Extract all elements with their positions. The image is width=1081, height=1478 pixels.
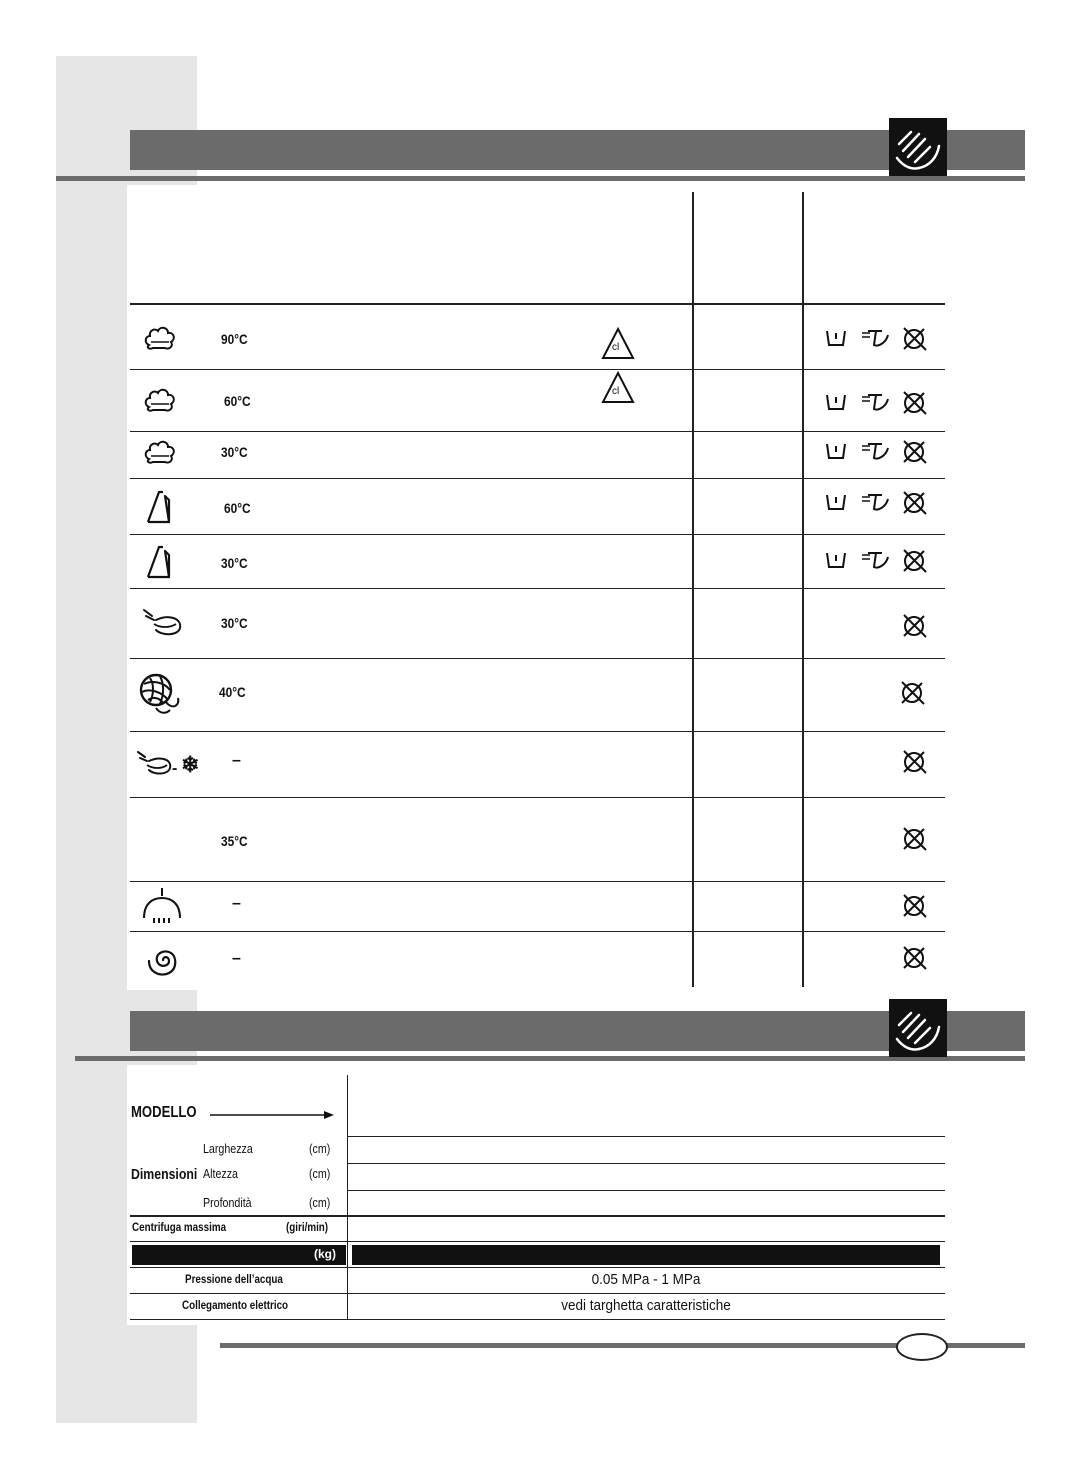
temperature-label: 30°C [221,615,248,631]
hand-icon [889,999,947,1057]
temperature-label: 30°C [221,444,248,460]
specs-line [348,1190,945,1191]
max-spin-label: Centrifuga massima [132,1220,227,1234]
height-label: Altezza [203,1166,238,1181]
temperature-label: 90°C [221,331,248,347]
electrical-label: Collegamento elettrico [182,1298,289,1312]
no-spin-icon [902,612,928,640]
table-header-line [130,303,945,305]
no-spin-icon [904,328,926,350]
specs-line [130,1293,945,1294]
water-pressure-label: Pressione dell’acqua [185,1272,283,1286]
rinse-icon [140,886,184,926]
bleach-icon [601,327,635,361]
row-line [130,931,945,932]
cotton-icon [143,385,177,415]
option-icons-row-2 [824,389,934,417]
row-line [130,369,945,370]
temperature-label: 40°C [219,684,246,700]
specs-line [348,1163,945,1164]
bleach-label: cl [612,386,620,397]
option-icons-row-3 [824,438,934,466]
water-pressure-value: 0.05 MPa - 1 MPa [591,1271,701,1288]
column-divider-1 [692,192,694,987]
prewash-icon [827,331,845,345]
wool-icon [136,670,184,718]
temperature-label: – [232,950,241,967]
bleach-icon [601,371,635,405]
specs-line [130,1319,945,1320]
dimensions-label: Dimensioni [131,1166,198,1183]
snowflake-icon: ❄ [181,752,200,777]
temperature-label: 30°C [221,555,248,571]
arrow-right-icon [208,1109,336,1121]
specs-line [130,1241,945,1242]
width-label: Larghezza [203,1141,253,1156]
synthetic-icon [145,488,177,526]
row-line [130,534,945,535]
max-spin-unit: (giri/min) [286,1220,329,1234]
specs-line [130,1267,945,1268]
row-line [130,881,945,882]
hand-icon [889,118,947,176]
temperature-label: 35°C [221,833,248,849]
specs-line [130,1215,945,1217]
row-line [130,431,945,432]
no-spin-icon [902,748,928,776]
section-underline [56,176,1025,181]
width-unit: (cm) [309,1141,331,1156]
model-label: MODELLO [131,1104,197,1121]
bleach-label: cl [612,342,620,353]
cold-separator: - [172,760,178,777]
option-icons-row-5 [824,547,934,575]
temperature-label: 60°C [224,500,251,516]
no-spin-icon [902,825,928,853]
row-line [130,588,945,589]
option-icons-row-1 [824,325,934,353]
cotton-icon [143,323,177,353]
load-value-cell [352,1245,940,1265]
delicate-icon [140,606,186,640]
height-unit: (cm) [309,1166,331,1181]
no-spin-icon [902,892,928,920]
specs-line [348,1136,945,1137]
cold-delicate-icon [134,748,176,778]
temperature-label: 60°C [224,393,251,409]
depth-label: Profondità [203,1195,252,1210]
softener-icon [862,331,888,346]
column-divider-2 [802,192,804,987]
option-icons-row-4 [824,489,934,517]
load-label-cell [132,1245,346,1265]
page-number-oval [896,1333,948,1361]
synthetic-icon [145,543,177,581]
row-line [130,731,945,732]
depth-unit: (cm) [309,1195,331,1210]
temperature-label: – [232,752,241,769]
row-line [130,797,945,798]
cotton-icon [143,437,177,467]
row-line [130,478,945,479]
electrical-value: vedi targhetta caratteristiche [561,1297,731,1314]
section-underline [75,1056,1025,1061]
row-line [130,658,945,659]
no-spin-icon [902,944,928,972]
specs-divider [347,1075,348,1319]
temperature-label: – [232,895,241,912]
load-unit: (kg) [314,1247,336,1261]
no-spin-icon [900,679,926,707]
spin-icon [143,941,183,979]
